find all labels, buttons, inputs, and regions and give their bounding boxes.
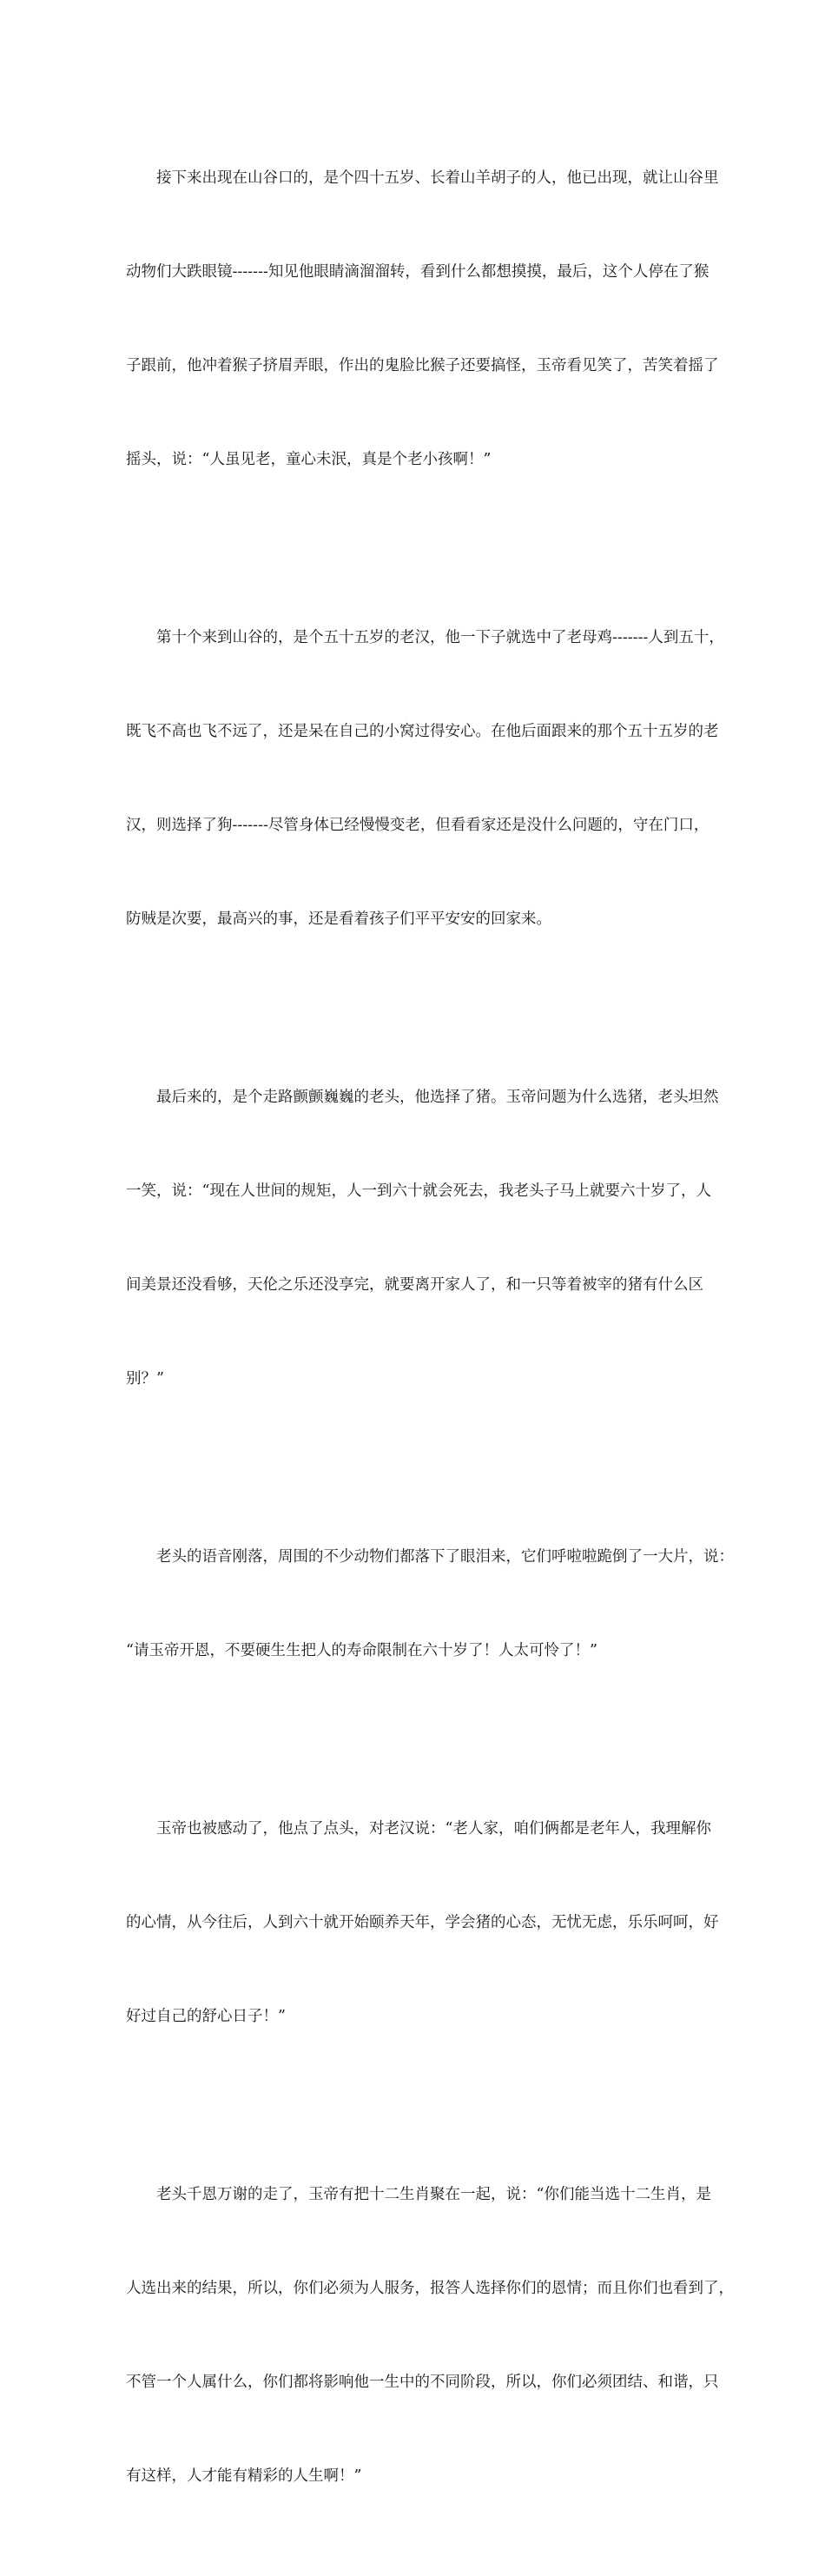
text-line: 的心情，从今往后，人到六十就开始颐养天年，学会猪的心态，无忧无虑，乐乐呵呵，好: [126, 1914, 719, 1931]
paragraph-2: [126, 560, 724, 997]
paragraph-1: [126, 100, 721, 538]
paragraph-6: [126, 2116, 734, 2554]
text-line: 摇头，说：“人虽见老，童心未泯，真是个老小孩啊！”: [126, 451, 492, 468]
text-line: 接下来出现在山谷口的，是个四十五岁、长着山羊胡子的人，他已出现，就让山谷里: [156, 169, 719, 187]
text-line: 有这样，人才能有精彩的人生啊！”: [126, 2467, 362, 2485]
text-line: 间美景还没看够，天伦之乐还没享完，就要离开家人了，和一只等着被宰的猪有什么区: [126, 1276, 703, 1294]
paragraph-4: [126, 1479, 734, 1729]
text-line: 汉，则选择了狗-------尽管身体已经慢慢变老，但看看家还是没什么问题的，守在门口，: [126, 817, 710, 834]
text-line: 动物们大跌眼镜-------知见他眼睛滴溜溜转，看到什么都想摸摸，最后，这个人停在了猴: [126, 263, 710, 281]
text-line: 老头的语音刚落，周围的不少动物们都落下了眼泪来，它们呼啦啦跪倒了一大片，说：: [156, 1548, 734, 1566]
text-line: 老头千恩万谢的走了，玉帝有把十二生肖聚在一起，说：“你们能当选十二生肖，是: [156, 2186, 711, 2203]
text-line: 人选出来的结果，所以，你们必须为人服务，报答人选择你们的恩情；而且你们也看到了，: [126, 2280, 734, 2297]
text-line: 防贼是次要，最高兴的事，还是看着孩子们平平安安的回家来。: [126, 911, 551, 928]
text-line: 最后来的，是个走路颤颤巍巍的老头，他选择了猪。玉帝问题为什么选猪，老头坦然: [156, 1089, 719, 1106]
text-line: 好过自己的舒心日子！”: [126, 2008, 286, 2025]
text-line: 一笑，说：“现在人世间的规矩，人一到六十就会死去，我老头子马上就要六十岁了，人: [126, 1182, 711, 1200]
text-line: 玉帝也被感动了，他点了点头，对老汉说：“老人家，咱们俩都是老年人，我理解你: [156, 1820, 711, 1838]
text-line: 第十个来到山谷的，是个五十五岁的老汉，他一下子就选中了老母鸡-------人到五十，: [156, 629, 724, 646]
text-line: 不管一个人属什么，你们都将影响他一生中的不同阶段，所以，你们必须团结、和谐，只: [126, 2374, 719, 2391]
text-line: 既飞不高也飞不远了，还是呆在自己的小窝过得安心。在他后面跟来的那个五十五岁的老: [126, 723, 719, 740]
text-line: 别？”: [126, 1370, 164, 1387]
paragraph-3: [126, 1019, 721, 1457]
document-body: [126, 100, 734, 2576]
text-line: 子跟前，他冲着猴子挤眉弄眼，作出的鬼脸比猴子还要搞怪，玉帝看见笑了，苦笑着摇了: [126, 357, 719, 374]
text-line: “请玉帝开恩，不要硬生生把人的寿命限制在六十岁了！人太可怜了！”: [126, 1642, 597, 1659]
paragraph-5: [126, 1751, 721, 2095]
